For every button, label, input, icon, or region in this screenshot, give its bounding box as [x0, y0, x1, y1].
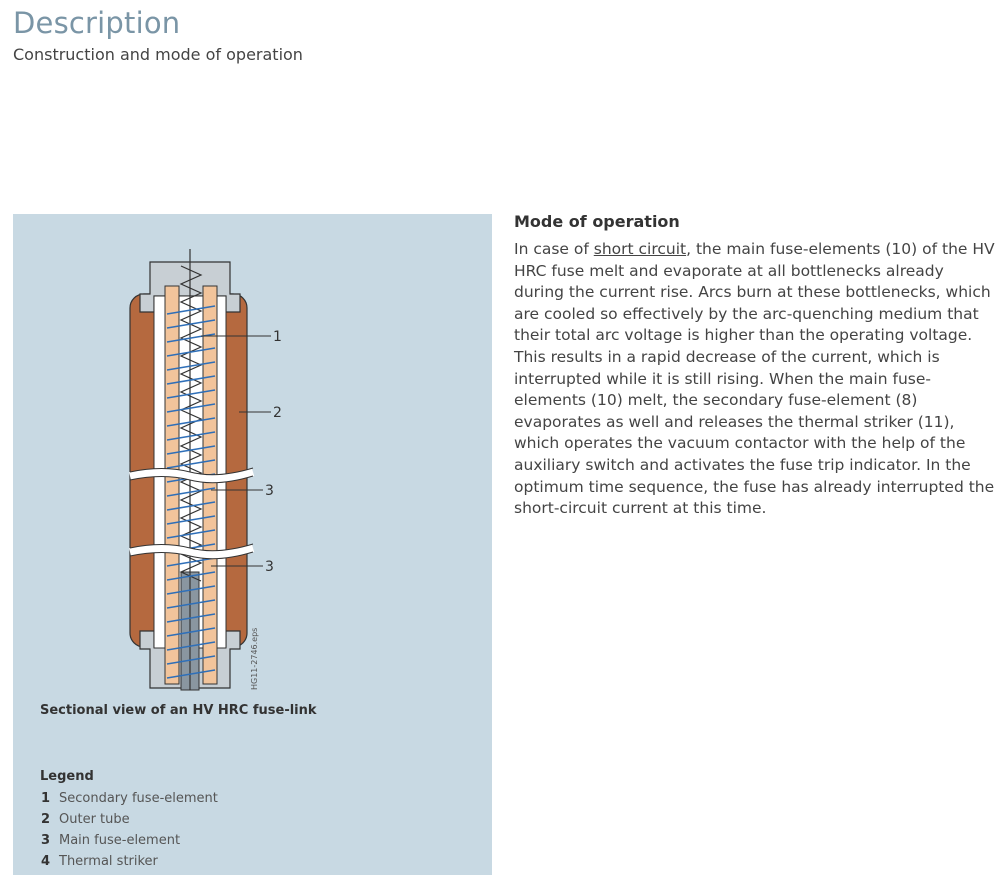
- legend-list: [40, 790, 218, 874]
- legend-item: 3 Main fuse-element: [40, 833, 181, 848]
- callout-3b: 3: [265, 559, 274, 575]
- page-subtitle: Construction and mode of operation: [13, 45, 303, 64]
- mode-paragraph: In case of short circuit, the main fuse-elements (10) of the HV HRC fuse melt and evaporate at all bottlenecks already during the current rise. Arcs burn at these bottlenecks, which are cooled so effectively by the arc-quenching medium that their total arc voltage is higher than the operating voltage. This results in a rapid decrease of the current, which is interrupted while it is still rising. When the main fuse-elements (10) melt, the secondary fuse-element (8) evaporates as well and releases the thermal striker (11), which operates the vacuum contactor with the help of the auxiliary switch and activates the fuse trip indicator. In the optimum time sequence, the fuse has already interrupted the short-circuit current at this time.: [514, 240, 995, 518]
- legend-item: 2 Outer tube: [40, 812, 130, 827]
- callout-3a: 3: [265, 483, 274, 499]
- mode-of-operation-section: [514, 212, 998, 520]
- legend-title: Legend: [40, 769, 94, 784]
- callout-1: 1: [273, 329, 282, 345]
- mode-heading: Mode of operation: [514, 212, 680, 231]
- fuse-link-diagram: [13, 214, 492, 694]
- drawing-id: HG11-2746.eps: [250, 627, 259, 690]
- page-title: Description: [13, 6, 181, 40]
- figure-panel: [13, 214, 492, 875]
- main-fuse-element-right: [203, 286, 217, 684]
- short-circuit-link[interactable]: short circuit: [593, 240, 687, 258]
- main-fuse-element-left: [165, 286, 179, 684]
- legend-item: 1 Secondary fuse-element: [40, 791, 218, 806]
- legend-item: 4 Thermal striker: [40, 854, 158, 869]
- callout-2: 2: [273, 405, 282, 421]
- figure-caption: Sectional view of an HV HRC fuse-link: [40, 703, 317, 718]
